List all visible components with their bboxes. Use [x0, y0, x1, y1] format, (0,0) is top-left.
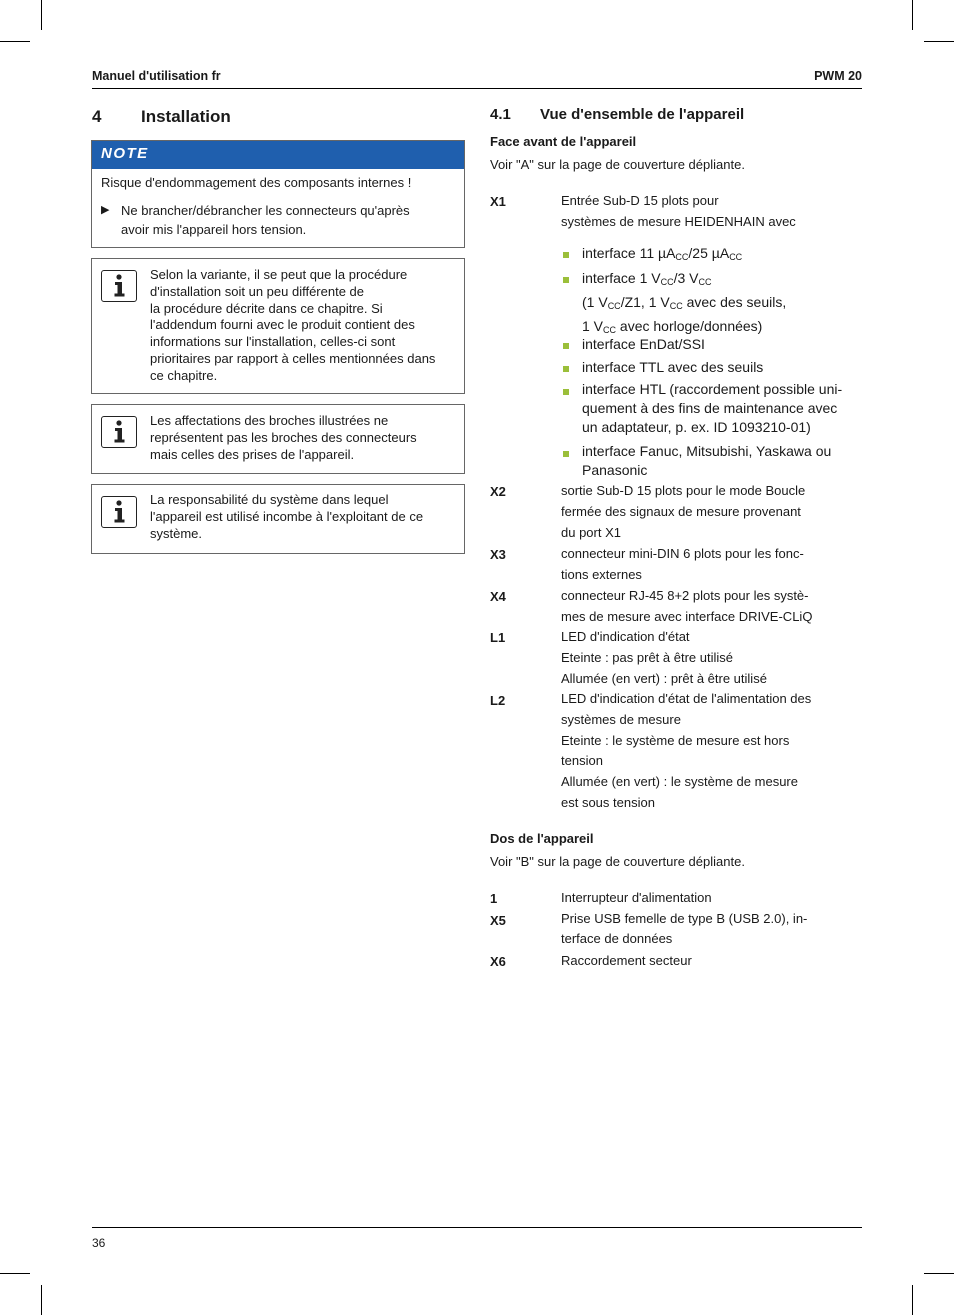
info-line: Selon la variante, il se peut que la procédure	[150, 267, 408, 282]
description-line: LED d'indication d'état de l'alimentation des	[561, 691, 812, 706]
info-line: la procédure décrite dans ce chapitre. Si	[150, 300, 383, 316]
crop-mark	[924, 41, 954, 42]
description-line: Prise USB femelle de type B (USB 2.0), in-	[561, 911, 808, 926]
header-manual-title: Manuel d'utilisation fr	[92, 69, 221, 83]
crop-mark	[41, 0, 42, 30]
bullet-text: /3 V	[673, 270, 699, 286]
description-line: systèmes de mesure HEIDENHAIN avec	[561, 214, 796, 229]
chapter-title: Installation	[141, 107, 231, 126]
bullet-text: interface Fanuc, Mitsubishi, Yaskawa ou	[582, 443, 832, 459]
info-line: prioritaires par rapport à celles mentionnées dans	[150, 350, 436, 366]
bullet-item	[582, 380, 862, 437]
description-line: mes de mesure avec interface DRIVE-CLiQ	[561, 609, 813, 624]
description-line: connecteur mini-DIN 6 plots pour les fonc-	[561, 546, 804, 561]
item-term: 1	[490, 891, 498, 906]
info-line: l'appareil est utilisé incombe à l'exploitant de ce	[150, 508, 424, 524]
info-text	[150, 413, 458, 463]
description-line: Raccordement secteur	[561, 953, 692, 968]
header-product-name: PWM 20	[814, 69, 862, 83]
subscript: CC	[729, 252, 743, 262]
crop-mark	[924, 1273, 954, 1274]
crop-mark	[41, 1285, 42, 1315]
description-line: Allumée (en vert) : le système de mesure	[561, 774, 798, 790]
subscript: CC	[675, 252, 689, 262]
bullet-square	[563, 451, 569, 457]
info-line: système.	[150, 525, 203, 541]
bullet-square	[563, 389, 569, 395]
item-description	[561, 909, 856, 949]
bullet-text: /Z1, 1 V	[620, 294, 670, 310]
item-term: X4	[490, 589, 506, 604]
info-icon	[101, 416, 137, 448]
crop-mark	[0, 41, 30, 42]
front-reference: Voir "A" sur la page de couverture dépliante.	[490, 157, 745, 172]
item-description	[561, 480, 856, 543]
info-line: l'addendum fourni avec le produit contient des	[150, 317, 415, 333]
bullet-text: (1 V	[582, 294, 608, 310]
info-text	[150, 267, 458, 385]
bullet-square	[563, 366, 569, 372]
bullet-square	[563, 343, 569, 349]
description-line: systèmes de mesure	[561, 711, 681, 727]
subscript: CC	[660, 277, 674, 287]
note-box	[91, 140, 465, 248]
bullet-text: interface HTL (raccordement possible uni-	[582, 381, 843, 397]
item-term: X1	[490, 194, 506, 209]
item-term: X2	[490, 484, 506, 499]
description-line: terface de données	[561, 931, 673, 946]
info-line: informations sur l'installation, celles-ci sont	[150, 334, 396, 350]
bullet-square	[563, 277, 569, 283]
back-reference: Voir "B" sur la page de couverture dépliante.	[490, 854, 745, 869]
info-box	[91, 258, 465, 394]
description-line: sortie Sub-D 15 plots pour le mode Boucle	[561, 483, 806, 498]
description-line: LED d'indication d'état	[561, 629, 690, 644]
bullet-item: interface TTL avec des seuils	[582, 359, 764, 375]
bullet-item	[582, 243, 862, 267]
item-description	[561, 585, 856, 627]
crop-mark	[912, 1285, 913, 1315]
bullet-text: quement à des fins de maintenance avec	[582, 400, 838, 416]
description-line: connecteur RJ-45 8+2 plots pour les systè-	[561, 588, 809, 603]
item-term: X6	[490, 954, 506, 969]
info-line: La responsabilité du système dans lequel	[150, 492, 389, 507]
item-term: X5	[490, 913, 506, 928]
info-line: mais celles des prises de l'appareil.	[150, 446, 355, 462]
back-heading: Dos de l'appareil	[490, 831, 594, 846]
section-title: Vue d'ensemble de l'appareil	[540, 106, 745, 123]
item-term: L2	[490, 693, 506, 708]
subscript: CC	[669, 301, 683, 311]
item-description	[561, 626, 856, 689]
info-line: ce chapitre.	[150, 367, 218, 383]
bullet-text: un adaptateur, p. ex. ID 1093210-01)	[582, 419, 811, 435]
chapter-number: 4	[92, 107, 102, 126]
section-heading	[490, 106, 744, 123]
crop-mark	[912, 0, 913, 30]
page-number: 36	[92, 1236, 106, 1250]
page-header	[92, 68, 862, 89]
note-label: NOTE	[92, 141, 464, 169]
description-line: Eteinte : le système de mesure est hors	[561, 732, 790, 748]
item-term: X3	[490, 547, 506, 562]
description-line: Entrée Sub-D 15 plots pour	[561, 193, 719, 208]
note-instruction	[101, 201, 451, 239]
bullet-text: Panasonic	[582, 462, 648, 478]
description-line: Eteinte : pas prêt à être utilisé	[561, 650, 733, 665]
note-text: Risque d'endommagement des composants internes !	[101, 175, 412, 190]
info-box	[91, 484, 465, 554]
item-description	[561, 689, 856, 814]
bullet-text: 1 V	[582, 318, 604, 334]
bullet-item	[582, 442, 862, 480]
front-heading: Face avant de l'appareil	[490, 134, 637, 149]
info-icon	[101, 496, 137, 528]
chapter-heading	[92, 107, 231, 127]
item-term: L1	[490, 630, 506, 645]
bullet-square	[563, 252, 569, 258]
bullet-item	[582, 268, 862, 340]
footer-rule	[92, 1227, 862, 1228]
description-line: du port X1	[561, 525, 621, 540]
description-line: est sous tension	[561, 794, 655, 810]
bullet-text: avec des seuils,	[682, 294, 787, 310]
info-line: d'installation soit un peu différente de	[150, 283, 365, 299]
info-line: représentent pas les broches des connecteurs	[150, 429, 417, 445]
description-line: Interrupteur d'alimentation	[561, 890, 712, 905]
info-box	[91, 404, 465, 474]
subscript: CC	[607, 301, 621, 311]
note-instruction-line: avoir mis l'appareil hors tension.	[121, 222, 307, 237]
subscript: CC	[603, 325, 617, 335]
section-number: 4.1	[490, 106, 511, 123]
note-instruction-line: Ne brancher/débrancher les connecteurs qu'après	[121, 203, 410, 218]
bullet-text: /25 µA	[688, 245, 730, 261]
description-line: Allumée (en vert) : prêt à être utilisé	[561, 671, 767, 686]
description-line: fermée des signaux de mesure provenant	[561, 504, 801, 519]
info-icon	[101, 270, 137, 302]
item-description	[561, 950, 856, 971]
description-line: tension	[561, 753, 603, 769]
item-description	[561, 887, 856, 908]
item-description	[561, 543, 856, 585]
subscript: CC	[698, 277, 712, 287]
description-line: tions externes	[561, 567, 642, 582]
bullet-text: interface 11 µA	[582, 245, 676, 261]
bullet-item: interface EnDat/SSI	[582, 336, 705, 352]
crop-mark	[0, 1273, 30, 1274]
item-description	[561, 190, 856, 232]
bullet-text: avec horloge/données)	[616, 318, 763, 334]
info-text	[150, 492, 458, 542]
bullet-text: interface 1 V	[582, 270, 661, 286]
info-line: Les affectations des broches illustrées ne	[150, 413, 389, 428]
arrow-right-icon: ▶	[101, 204, 110, 216]
